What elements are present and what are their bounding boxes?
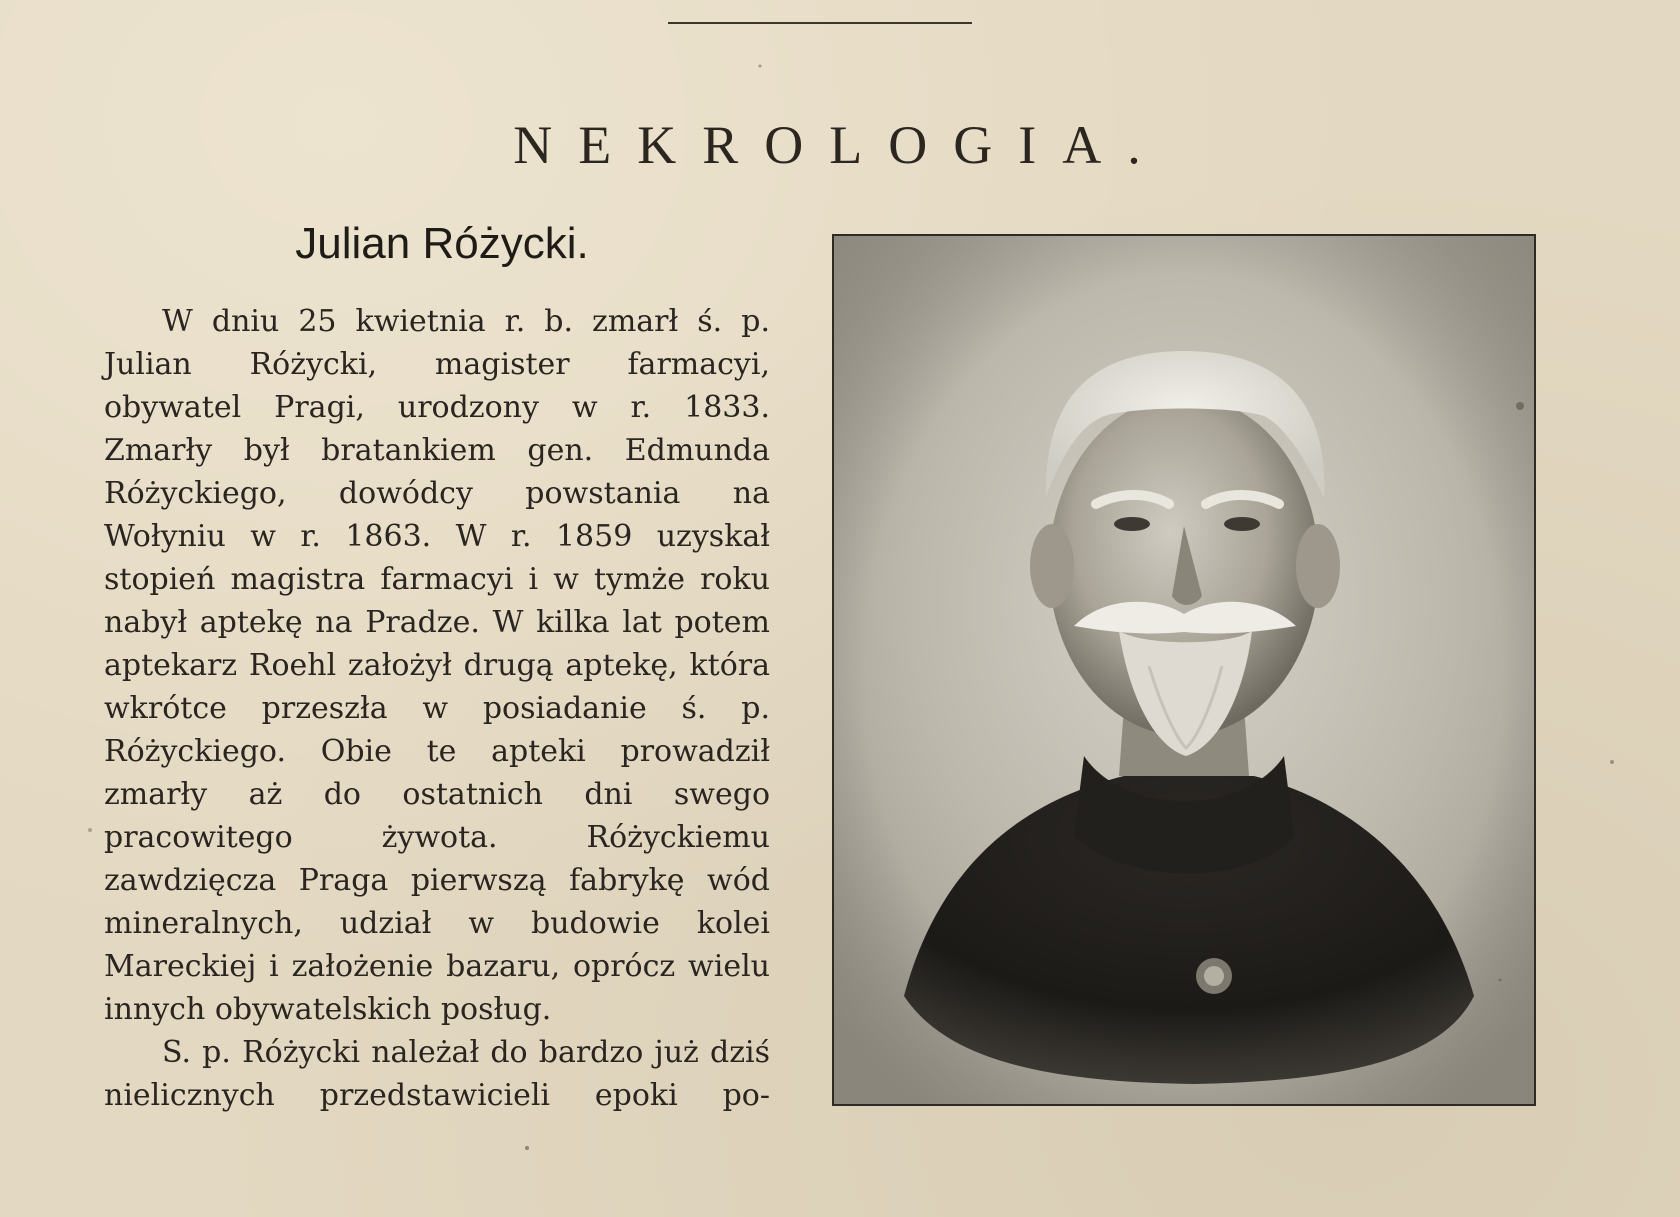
paragraph-2: S. p. Różycki należał do bardzo już dziś nielicznych przedstawicieli epoki po- <box>104 1035 770 1113</box>
section-title: NEKROLOGIA. <box>513 115 1167 175</box>
article-headline: Julian Różycki. <box>295 219 589 268</box>
top-rule <box>668 22 972 24</box>
article-body <box>104 300 770 1117</box>
portrait-photo <box>832 234 1536 1106</box>
paragraph-1: W dniu 25 kwietnia r. b. zmarł ś. p. Julian Różycki, magister farmacyi, obywatel Pragi, urodzony w r. 1833. Zmarły był bratankiem gen. Edmunda Różyckiego, dowódcy powstania na Wołyniu w r. 1863. W r. 1859 uzyskał stopień magistra farmacyi i w tymże roku nabył aptekę na Pradze. W kilka lat potem aptekarz Roehl założył drugą aptekę, która wkrótce przeszła w posiadanie ś. p. Różyckiego. Obie te apteki prowadził zmarły aż do ostatnich dni swego pracowitego żywota. Różyckiemu zawdzięcza Praga pierwszą fabrykę wód mineralnych, udział w budowie kolei Mareckiej i założenie bazaru, oprócz wielu innych obywatelskich posług. <box>104 304 770 1027</box>
portrait-illustration <box>834 236 1534 1104</box>
